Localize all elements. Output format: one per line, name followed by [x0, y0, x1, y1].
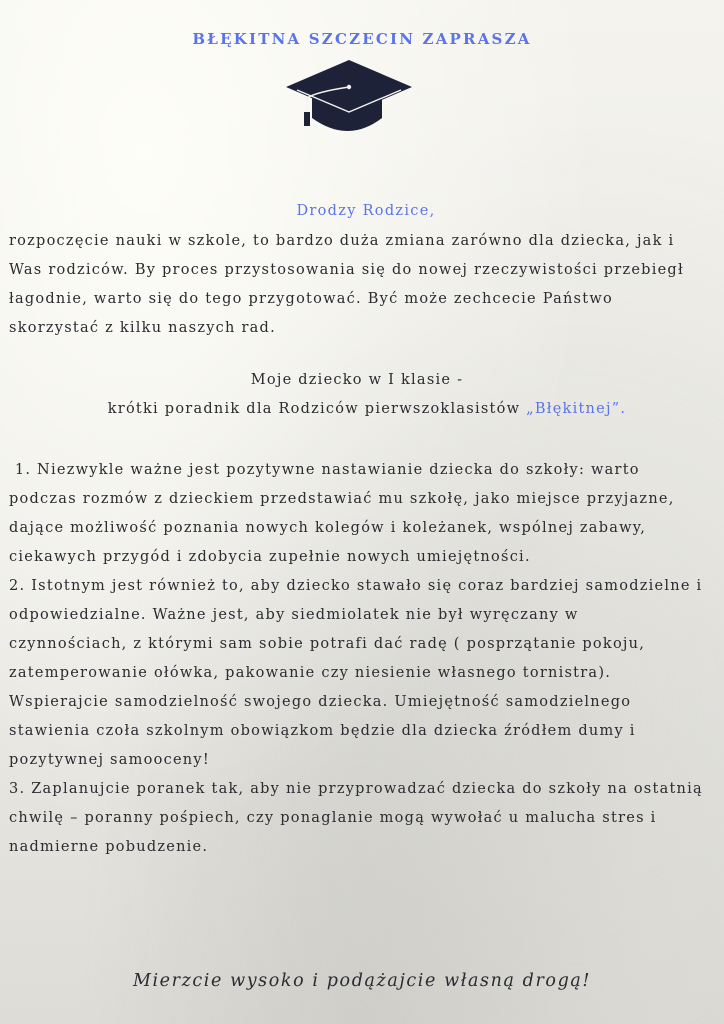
greeting: Drodzy Rodzice,: [296, 203, 436, 219]
tip-line: 1. Niezwykle ważne jest pozytywne nastawianie dziecka do szkoły: warto: [9, 462, 640, 478]
school-name-accent: „Błękitnej”.: [526, 401, 627, 417]
footer-motto: Mierzcie wysoko i podążajcie własną drogą!: [132, 971, 592, 991]
tips-list: [9, 456, 723, 862]
guide-subtitle-text: krótki poradnik dla Rodziców pierwszoklasistów: [107, 401, 527, 417]
tip-line: pozytywnej samooceny!: [9, 752, 210, 768]
tip-line: czynnościach, z którymi sam sobie potrafi dać radę ( posprzątanie pokoju,: [9, 636, 646, 652]
tip-line: podczas rozmów z dzieckiem przedstawiać mu szkołę, jako miejsce przyjazne,: [9, 491, 675, 507]
tip-line: odpowiedzialne. Ważne jest, aby siedmiolatek nie był wyręczany w: [9, 607, 579, 623]
page-header-title: BŁĘKITNA SZCZECIN ZAPRASZA: [192, 30, 532, 48]
tip-line: Wspierajcie samodzielność swojego dziecka. Umiejętność samodzielnego: [9, 694, 632, 710]
tip-line: nadmierne pobudzenie.: [9, 839, 209, 855]
graduation-cap-icon: [286, 60, 412, 142]
intro-paragraph: [9, 227, 723, 343]
guide-subtitle-line2: [0, 401, 724, 417]
tip-line: 2. Istotnym jest również to, aby dziecko stawało się coraz bardziej samodzielne i: [9, 578, 703, 594]
tip-line: ciekawych przygód i zdobycia zupełnie nowych umiejętności.: [9, 549, 531, 565]
tip-line: 3. Zaplanujcie poranek tak, aby nie przyprowadzać dziecka do szkoły na ostatnią: [9, 781, 703, 797]
guide-subtitle-line1: Moje dziecko w I klasie -: [250, 372, 464, 388]
tip-line: dające możliwość poznania nowych kolegów i koleżanek, wspólnej zabawy,: [9, 520, 647, 536]
tip-line: chwilę – poranny pośpiech, czy ponaglanie mogą wywołać u malucha stres i: [9, 810, 657, 826]
intro-line: rozpoczęcie nauki w szkole, to bardzo duża zmiana zarówno dla dziecka, jak i: [9, 233, 675, 249]
intro-line: Was rodziców. By proces przystosowania się do nowej rzeczywistości przebiegł: [9, 262, 684, 278]
tip-line: stawienia czoła szkolnym obowiązkom będzie dla dziecka źródłem dumy i: [9, 723, 636, 739]
intro-line: skorzystać z kilku naszych rad.: [9, 320, 276, 336]
intro-line: łagodnie, warto się do tego przygotować. Być może zechcecie Państwo: [9, 291, 613, 307]
tip-line: zatemperowanie ołówka, pakowanie czy niesienie własnego tornistra).: [9, 665, 612, 681]
